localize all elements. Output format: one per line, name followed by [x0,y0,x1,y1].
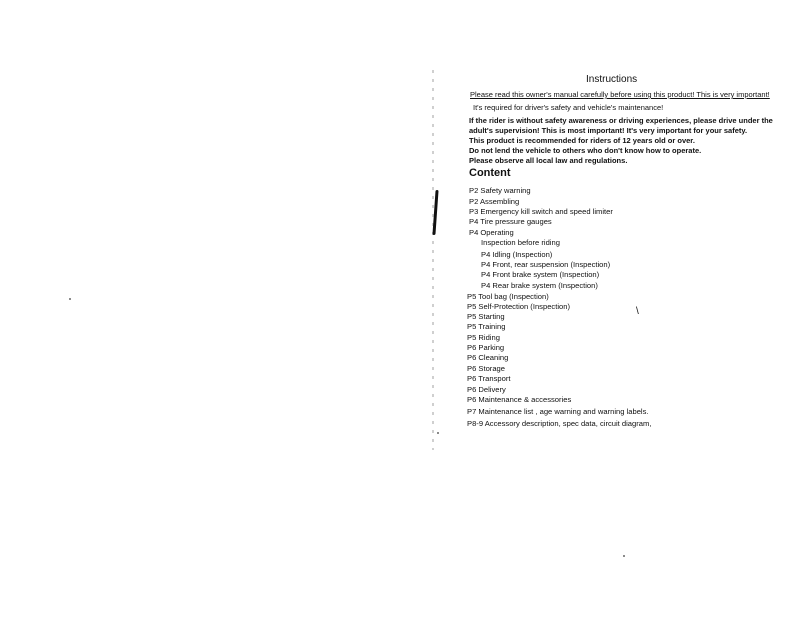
contents-item: P7 Maintenance list , age warning and warning labels. [467,407,649,416]
warning-line: If the rider is without safety awareness or driving experiences, please drive under the [469,116,773,125]
contents-item: P6 Delivery [467,385,506,394]
contents-item: P6 Cleaning [467,353,509,362]
contents-item: P4 Operating [469,228,514,237]
scan-speck [623,555,625,557]
document-title: Instructions [586,74,638,85]
contents-subitem: P4 Front brake system (Inspection) [481,270,600,279]
warning-line: adult's supervision! This is most important! It's very important for your safety. [469,126,748,135]
margin-mark: \ [636,306,639,317]
contents-subitem: Inspection before riding [481,238,560,247]
contents-item: P2 Assembling [469,197,520,206]
contents-item: P5 Self-Protection (Inspection) [467,302,570,311]
warning-line: Please observe all local law and regulations. [469,156,628,165]
contents-item: P6 Transport [467,374,511,383]
contents-item: P8-9 Accessory description, spec data, circuit diagram, [467,419,652,428]
contents-item: P2 Safety warning [469,186,531,195]
contents-item: P5 Riding [467,333,500,342]
contents-subitem: P4 Front, rear suspension (Inspection) [481,260,611,269]
contents-item: P6 Maintenance & accessories [467,395,572,404]
scan-speck [69,298,71,300]
contents-subitem: P4 Rear brake system (Inspection) [481,281,598,290]
contents-item: P5 Starting [467,312,505,321]
contents-item: P6 Storage [467,364,505,373]
warning-line: This product is recommended for riders of 12 years old or over. [469,136,695,145]
contents-item: P4 Tire pressure gauges [469,217,552,226]
notice-line: Please read this owner's manual carefully before using this product! This is very important! [470,90,770,99]
contents-item: P5 Tool bag (Inspection) [467,292,549,301]
contents-subitem: P4 Idling (Inspection) [481,250,553,259]
contents-item: P5 Training [467,322,506,331]
contents-item: P6 Parking [467,343,505,352]
content-heading: Content [469,167,511,179]
page-fold [432,70,434,450]
required-line: It's required for driver's safety and vehicle's maintenance! [473,103,664,112]
warning-line: Do not lend the vehicle to others who don't know how to operate. [469,146,702,155]
scan-speck [437,432,439,434]
contents-item: P3 Emergency kill switch and speed limiter [469,207,613,216]
